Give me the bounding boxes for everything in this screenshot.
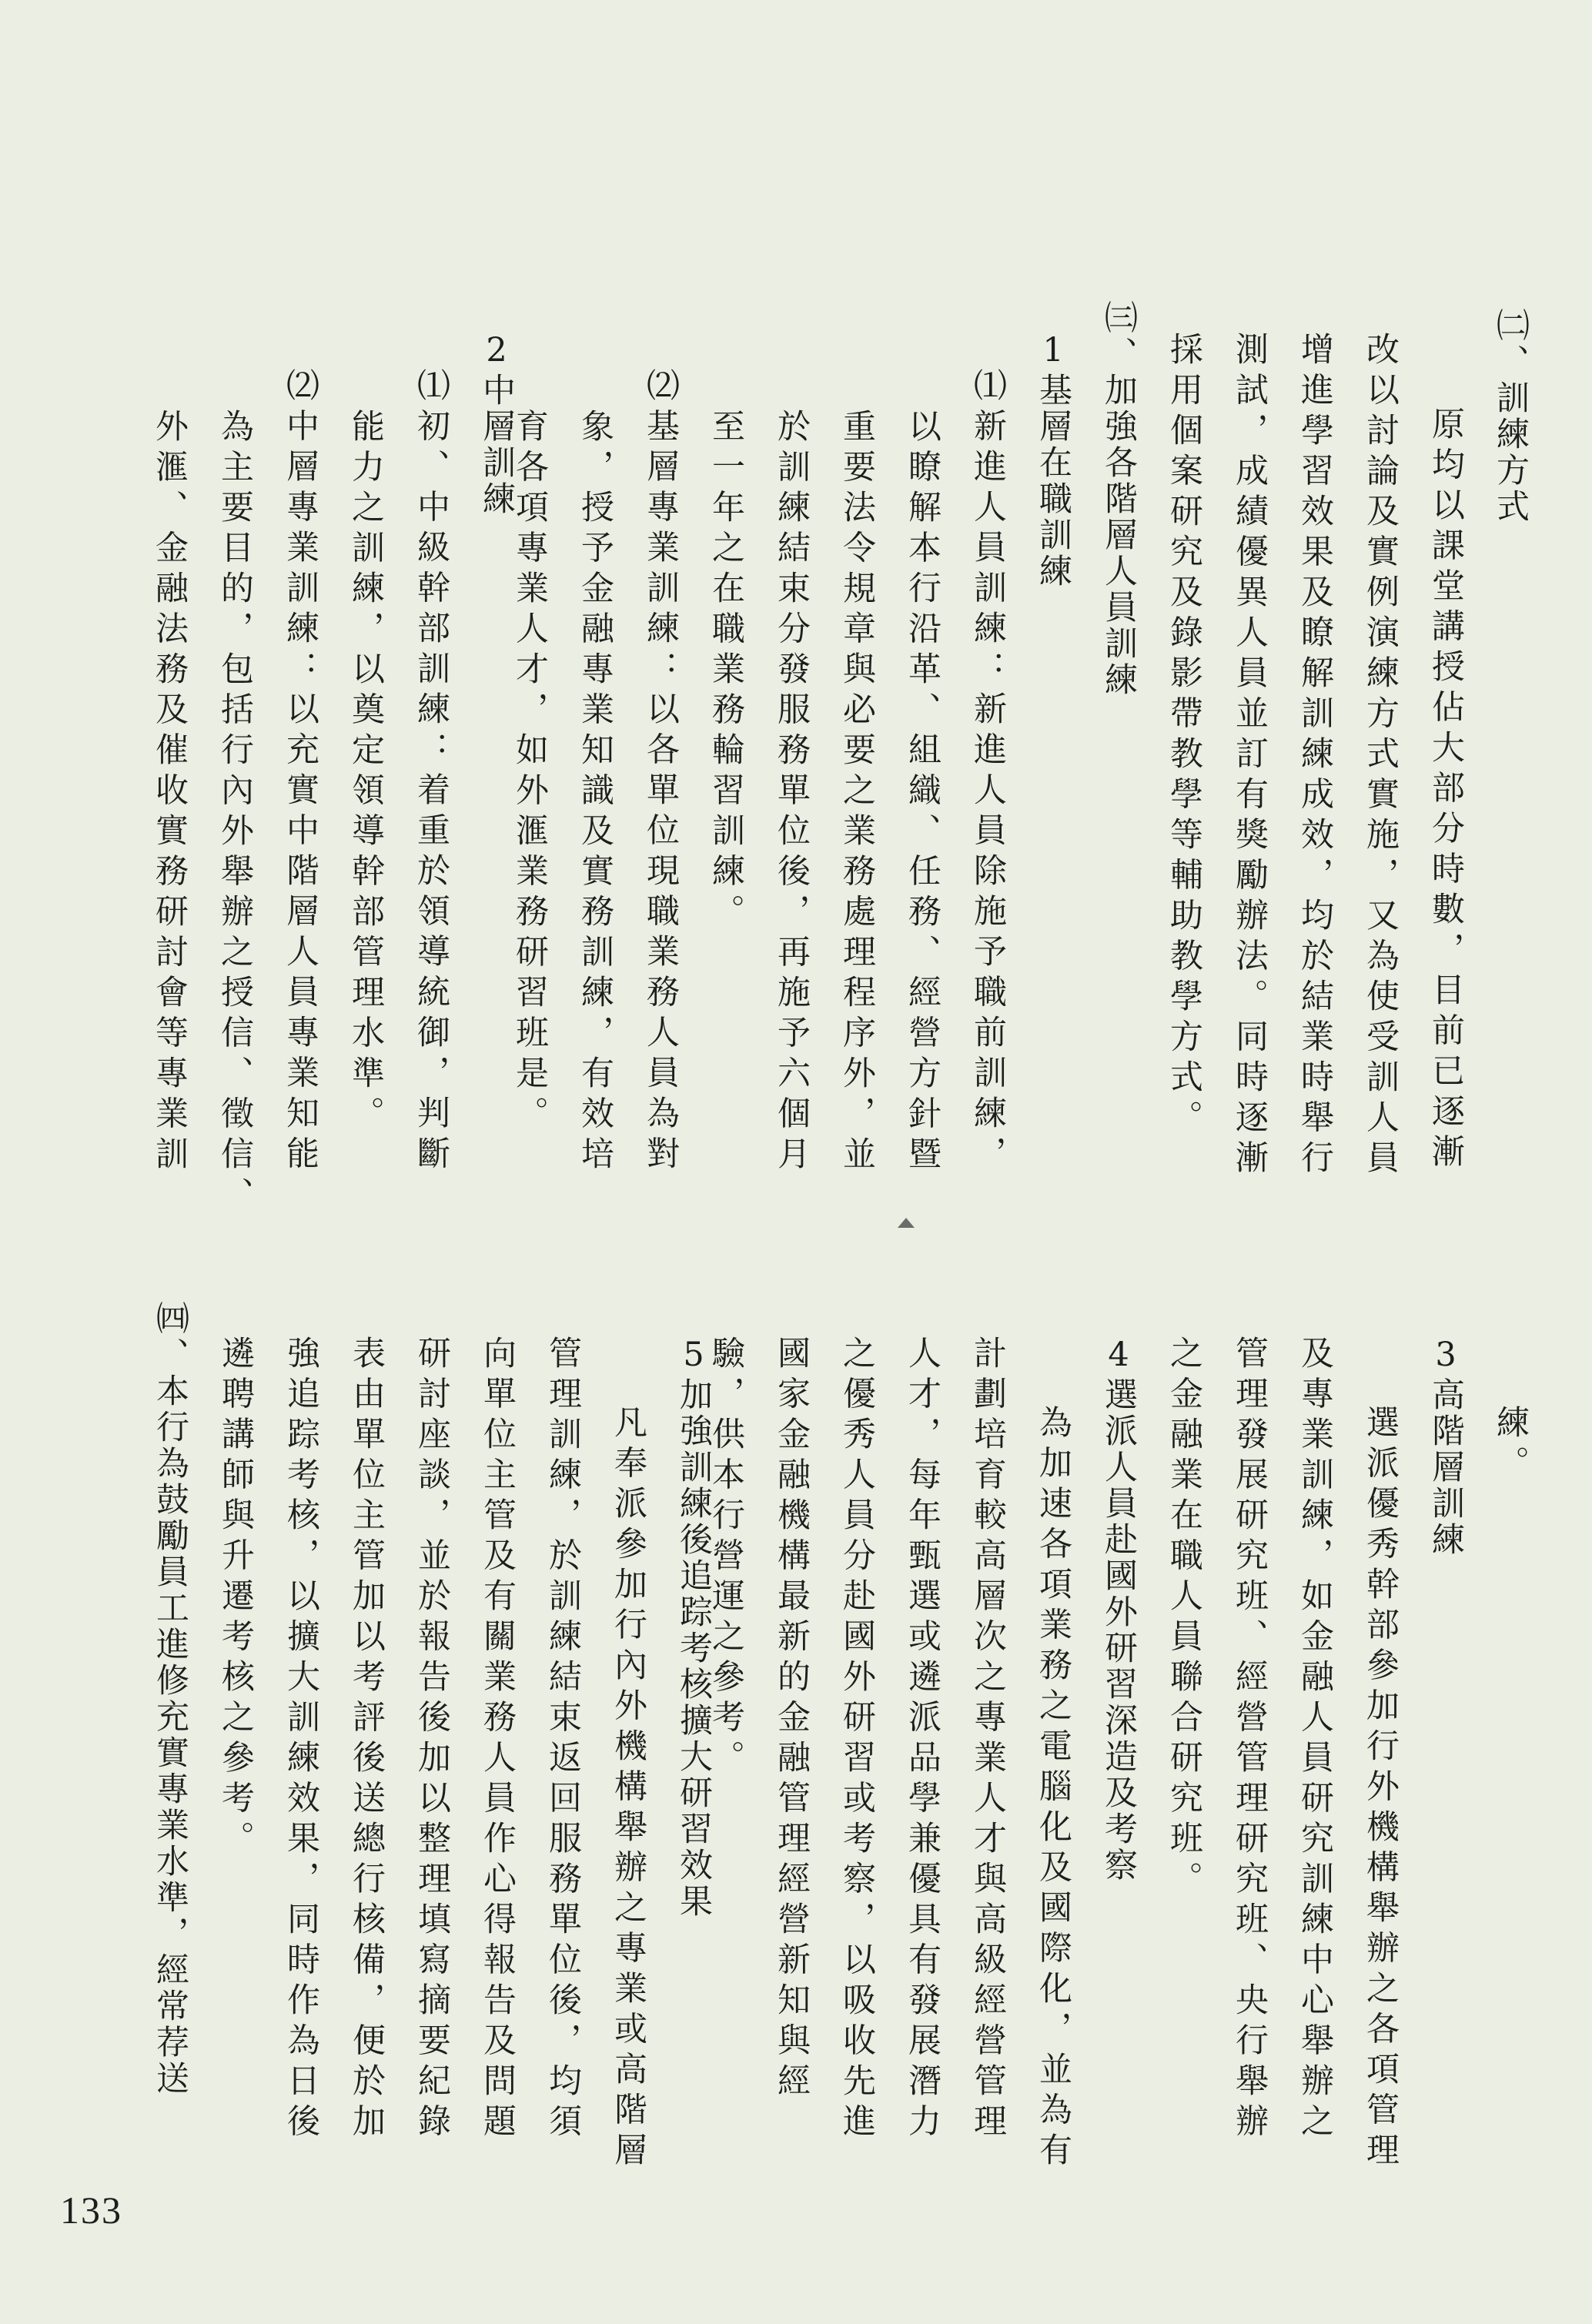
text-column: 向單位主管及有關業務人員作心得報告及問題 [478,1336,517,2144]
subsection-heading: 5加強訓練後追踪考核擴大研習效果 [674,1336,713,1920]
subsection-heading: 3高階層訓練 [1426,1336,1465,1558]
text-column: 國家金融機構最新的金融管理經營新知與經 [772,1336,811,2104]
subsection-heading: 2中層訓練 [477,331,516,517]
text-column: 人才，每年甄選或遴派品學兼優具有發展潛力 [903,1336,941,2144]
text-column: 增進學習效果及瞭解訓練成效，均於結業時舉行 [1296,332,1334,1181]
text-column: 以瞭解本行沿革、組織、任務、經營方針暨 [903,409,941,1177]
section4-line: ㈣、本行為鼓勵員工進修充實專業水準，經常荐送 [151,1301,189,2097]
text-column: 外滙、金融法務及催收實務研討會等專業訓 [150,409,189,1177]
section2-heading: ㈡、訓練方式 [1491,308,1530,525]
page-number: 133 [60,2189,122,2232]
text-column: 育各項專業人才，如外滙業務研習班是。 [510,409,549,1136]
text-column: 為主要目的，包括行內外舉辦之授信、徵信、 [216,409,254,1217]
print-mark [898,1218,915,1228]
text-column: 管理訓練，於訓練結束返回服務單位後，均須 [543,1336,582,2144]
subsection-heading: 1基層在職訓練 [1034,331,1072,590]
text-column: 原均以課堂講授佔大部分時數，目前已逐漸 [1426,406,1465,1175]
section3-heading: ㈢、加強各階層人員訓練 [1099,300,1138,698]
text-column: 凡奉派參加行內外機構舉辦之專業或高階層 [609,1405,647,2173]
text-column: 至一年之在職業務輪習訓練。 [707,409,745,935]
text-column: 象，授予金融專業知識及實務訓練，有效培 [576,409,614,1177]
text-column: 強追踪考核，以擴大訓練效果，同時作為日後 [282,1336,320,2144]
text-column: 之金融業在職人員聯合研究班。 [1165,1336,1203,1901]
text-column: 練。 [1491,1405,1530,1486]
text-column: 研討座談，並於報告後加以整理填寫摘要紀錄 [413,1336,451,2144]
text-column: ⑴初、中級幹部訓練：着重於領導統御，判斷 [412,368,450,1176]
text-column: 計劃培育較高層次之專業人才與高級經營管理 [968,1336,1007,2144]
text-column: 能力之訓練，以奠定領導幹部管理水準。 [346,409,385,1136]
subsection-heading: 4選派人員赴國外研習深造及考察 [1099,1336,1138,1884]
text-column: ⑴新進人員訓練：新進人員除施予職前訓練， [968,368,1007,1176]
text-column: 及專業訓練，如金融人員研究訓練中心舉辦之 [1296,1336,1334,2144]
text-column: ⑵基層專業訓練：以各單位現職業務人員為對 [641,368,680,1176]
text-column: 選派優秀幹部參加行外機構舉辦之各項管理 [1361,1405,1400,2173]
text-column: 改以討論及實例演練方式實施，又為使受訓人員 [1361,332,1400,1181]
text-column: 之優秀人員分赴國外研習或考察，以吸收先進 [838,1336,876,2144]
text-column: 測試，成績優異人員並訂有獎勵辦法。同時逐漸 [1230,332,1269,1181]
text-column: 為加速各項業務之電腦化及國際化，並為有 [1034,1405,1072,2173]
text-column: 管理發展研究班、經營管理研究班、央行舉辦 [1230,1336,1269,2144]
text-column: 表由單位主管加以考評後送總行核備，便於加 [347,1336,386,2144]
text-column: 採用個案研究及錄影帶教學等輔助教學方式。 [1165,332,1203,1140]
text-column: 驗，供本行營運之參考。 [707,1336,745,1781]
text-column: 重要法令規章與必要之業務處理程序外，並 [838,409,876,1177]
text-column: 遴聘講師與升遷考核之參考。 [216,1336,255,1861]
text-column: ⑵中層專業訓練：以充實中階層人員專業知能 [281,368,319,1176]
text-column: 於訓練結束分發服務單位後，再施予六個月 [772,409,811,1177]
